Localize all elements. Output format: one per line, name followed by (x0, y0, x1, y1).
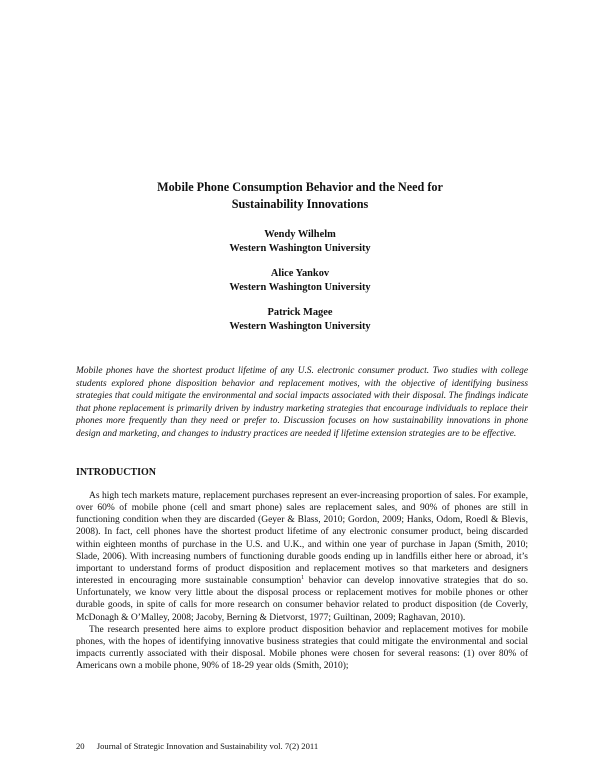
author-block (60, 228, 540, 256)
abstract: Mobile phones have the shortest product lifetime of any U.S. electronic consumer product. Two studies with college students explored phone disposition behavior and replacement motives, with the objective of identifying business strategies that could mitigate the environmental and social impacts associated with their disposal. The findings indicate that phone replacement is primarily driven by industry marketing strategies that encourage individuals to replace their phones more frequently than they need or prefer to. Discussion focuses on how sustainability innovations in phone design and marketing, and changes to industry practices are needed if lifetime extension strategies are to be effective. (76, 366, 528, 439)
paragraph (76, 490, 528, 624)
author-name: Alice Yankov (270, 268, 330, 279)
author-name: Patrick Magee (267, 307, 333, 318)
paper-title (60, 179, 540, 213)
title-line-2: Sustainability Innovations (231, 197, 369, 211)
journal-citation: Journal of Strategic Innovation and Sustainability vol. 7(2) 2011 (96, 741, 319, 751)
author-affiliation: Western Washington University (229, 243, 371, 254)
author-name: Wendy Wilhelm (264, 229, 336, 240)
author-block (60, 306, 540, 334)
author-affiliation: Western Washington University (229, 282, 371, 293)
paragraph: The research presented here aims to explore product disposition behavior and replacement motives for mobile phones, with the hopes of identifying innovative business strategies that could mitigate the environmental and social impacts currently associated with their disposal. Mobile phones were chosen for several reasons: (1) over 80% of Americans own a mobile phone, 90% of 18-29 year olds (Smith, 2010); (76, 624, 528, 672)
section-heading: INTRODUCTION (76, 467, 157, 478)
author-block (60, 267, 540, 295)
footnote-marker[interactable]: 1 (301, 574, 305, 581)
paragraph-text: As high tech markets mature, replacement purchases represent an ever-increasing proportion of sales. For example, over 60% of mobile phone (cell and smart phone) sales are replacement sales, and 90% of phones are still in functioning condition when they are discarded (Geyer & Blass, 2010; Gordon, 2009; Hanks, Odom, Roedl & Blevis, 2008). In fact, cell phones have the shortest product lifetime of any electronic consumer product, being discarded within eighteen months of purchase in the U.S. and U.K., and within one year of purchase in Japan (Smith, 2010; Slade, 2006). With increasing numbers of functioning durable goods ending up in landfills either here or abroad, it’s important to understand forms of product disposition and replacement motives so that marketers and designers interested in encouraging more sustainable consumption (76, 491, 528, 587)
page-number: 20 (76, 741, 85, 751)
author-affiliation: Western Washington University (229, 321, 371, 332)
paragraph-text: behavior can develop innovative strategies that do so. Unfortunately, we know very little about the disposal process or replacement motives for mobile phones or other durable goods, in spite of calls for more research on consumer behavior related to product disposition (de Coverly, McDonagh & O’Malley, 2008; Jacoby, Berning & Dietvorst, 1977; Guiltinan, 2009; Raghavan, 2010). (76, 576, 528, 623)
page-footer (76, 741, 318, 751)
title-line-1: Mobile Phone Consumption Behavior and the Need for (157, 180, 443, 194)
body-text (76, 490, 528, 672)
